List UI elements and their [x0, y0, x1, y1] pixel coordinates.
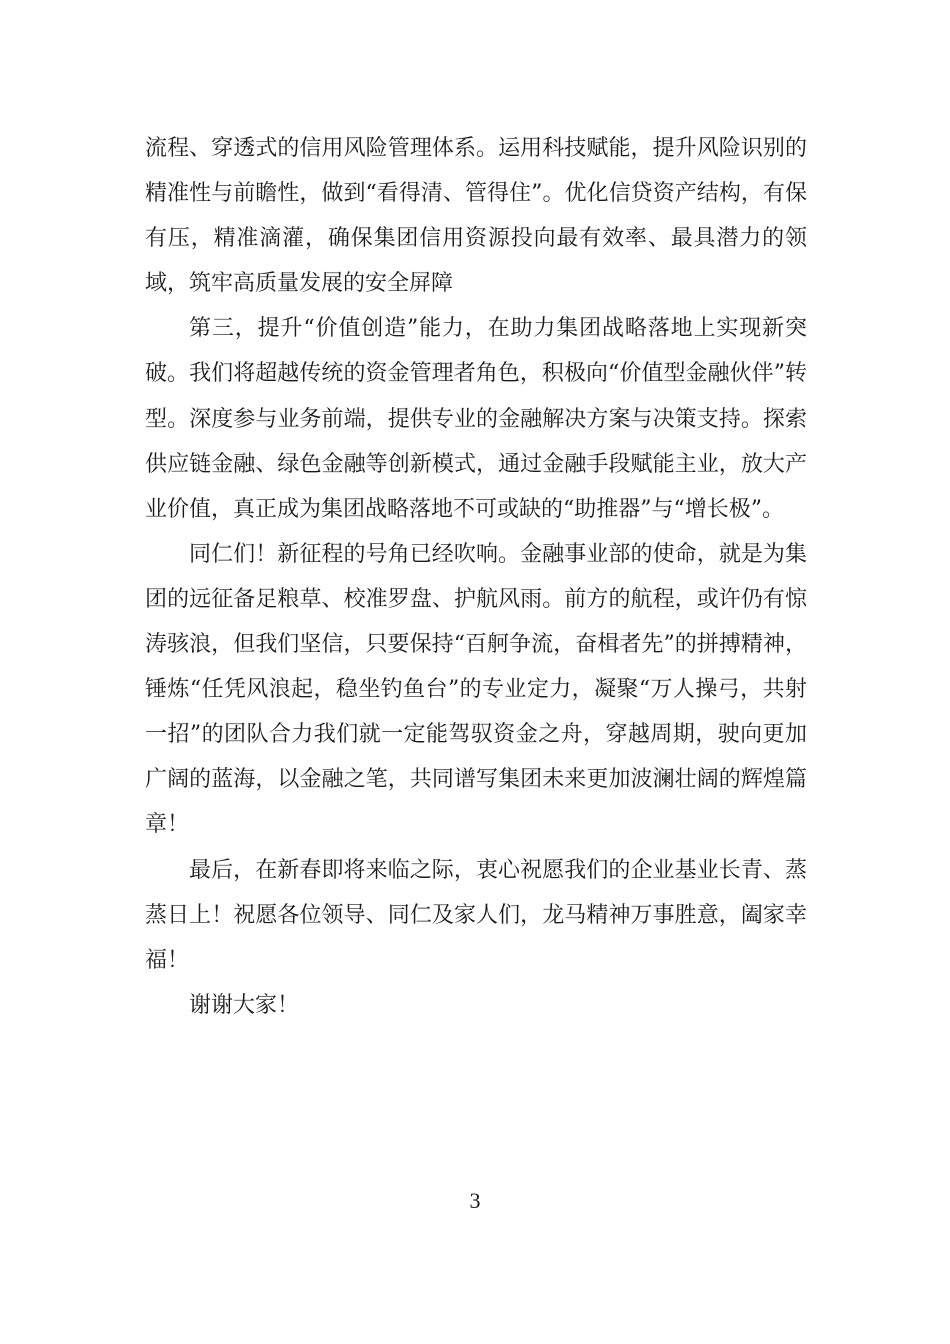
paragraph-value-creation: 第三，提升“价值创造”能力，在助力集团战略落地上实现新突破。我们将超越传统的资金管理者角色，积极向“价值型金融伙伴”转型。深度参与业务前端，提供专业的金融解决方案与决策支持。探索供应链金融、绿色金融等创新模式，通过金融手段赋能主业，放大产业价值，真正成为集团战略落地不可或缺的“助推器”与“增长极”。: [145, 316, 807, 522]
document-body: [145, 126, 807, 1028]
page-number: 3: [469, 1188, 481, 1213]
paragraph-new-year-wishes: 最后，在新春即将来临之际，衷心祝愿我们的企业基业长青、蒸蒸日上！祝愿各位领导、同仁及家人们，龙马精神万事胜意，阖家幸福！: [145, 857, 807, 973]
paragraph-call-to-action: 同仁们！新征程的号角已经吹响。金融事业部的使命，就是为集团的远征备足粮草、校准罗盘、护航风雨。前方的航程，或许仍有惊涛骇浪，但我们坚信，只要保持“百舸争流，奋楫者先”的拼搏精神，锤炼“任凭风浪起，稳坐钓鱼台”的专业定力，凝聚“万人操弓，共射一招”的团队合力我们就一定能驾驭资金之舟，穿越周期，驶向更加广阔的蓝海，以金融之笔，共同谱写集团未来更加波澜壮阔的辉煌篇章！: [145, 541, 807, 838]
paragraph-thanks: 谢谢大家！: [189, 992, 300, 1018]
paragraph-credit-risk: 流程、穿透式的信用风险管理体系。运用科技赋能，提升风险识别的精准性与前瞻性，做到“看得清、管得住”。优化信贷资产结构，有保有压，精准滴灌，确保集团信用资源投向最有效率、最具潜力的领域，筑牢高质量发展的安全屏障: [145, 136, 807, 297]
